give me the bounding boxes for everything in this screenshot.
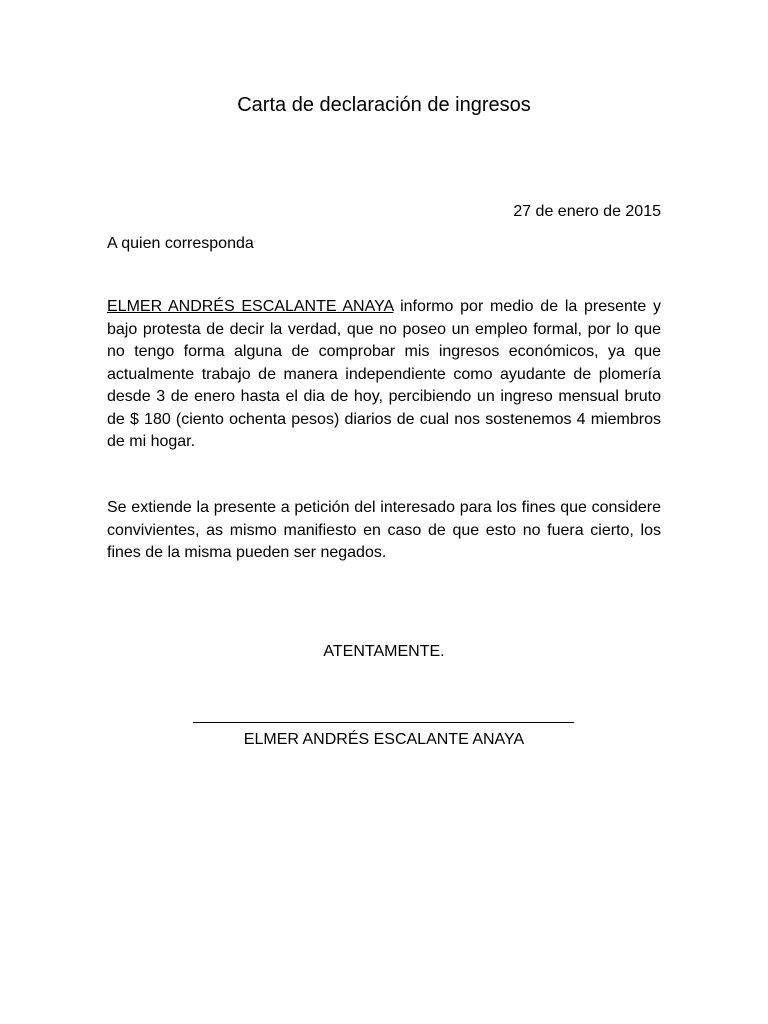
body-paragraph-1-text: informo por medio de la presente y bajo protesta de decir la verdad, que no poseo un empleo formal, por lo que no tengo forma alguna de comprobar mis ingresos económicos, ya que actualmente trabajo de manera independiente como ayudante de plomería desde 3 de enero hasta el dia de hoy, percibiendo un ingreso mensual bruto de $ 180 (ciento ochenta pesos) diarios de cual nos sostenemos 4 miembros de mi hogar. xyxy=(107,298,661,450)
letter-date: 27 de enero de 2015 xyxy=(513,203,661,220)
salutation: A quien corresponda xyxy=(107,235,254,252)
body-paragraph-2: Se extiende la presente a petición del interesado para los fines que considere convivientes, as mismo manifiesto en caso de que esto no fuera cierto, los fines de la misma pueden ser negados. xyxy=(107,499,661,561)
signature-name: ELMER ANDRÉS ESCALANTE ANAYA xyxy=(243,731,525,748)
closing: ATENTAMENTE. xyxy=(323,643,445,660)
signature-line xyxy=(193,722,574,723)
body-paragraph-1 xyxy=(107,296,661,454)
declarant-name: ELMER ANDRÉS ESCALANTE ANAYA xyxy=(107,298,394,315)
document-title: Carta de declaración de ingresos xyxy=(237,94,531,116)
